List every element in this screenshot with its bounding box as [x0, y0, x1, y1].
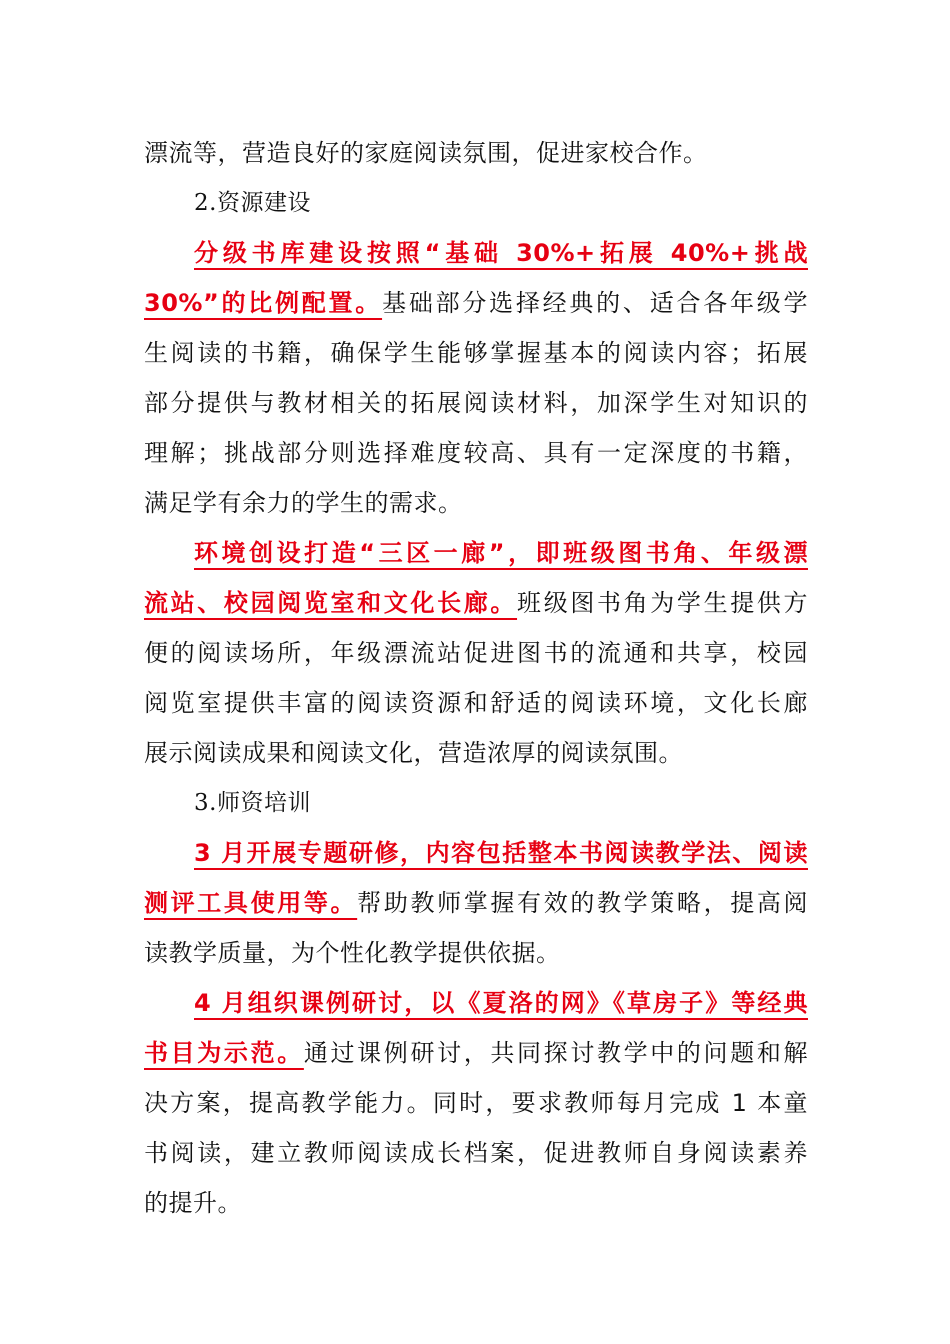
body-text: 班级图书角为学生提供方	[517, 589, 809, 617]
text-line: 生阅读的书籍，确保学生能够掌握基本的阅读内容；拓展	[144, 339, 808, 367]
text-line: 满足学有余力的学生的需求。	[144, 489, 463, 517]
document-page	[144, 128, 808, 1228]
body-text: 基础部分选择经典的、适合各年级学	[382, 289, 809, 317]
text-line: 漂流等，营造良好的家庭阅读氛围，促进家校合作。	[144, 139, 708, 167]
text-line	[144, 878, 808, 928]
section-heading: 3.师资培训	[194, 790, 311, 816]
body-text: 通过课例研讨，共同探讨教学中的问题和解	[303, 1039, 808, 1067]
body-text: 帮助教师掌握有效的教学策略，提高阅	[357, 889, 809, 917]
highlighted-text: 测评工具使用等。	[144, 889, 358, 917]
text-line: 读教学质量，为个性化教学提供依据。	[144, 939, 561, 967]
text-line: 理解；挑战部分则选择难度较高、具有一定深度的书籍，	[144, 439, 808, 467]
text-line: 阅览室提供丰富的阅读资源和舒适的阅读环境，文化长廊	[144, 689, 808, 717]
text-line	[144, 528, 808, 578]
text-line	[144, 1028, 808, 1078]
highlighted-text: 3 月开展专题研修，内容包括整本书阅读教学法、阅读	[194, 839, 808, 867]
highlighted-text: 书目为示范。	[144, 1039, 304, 1067]
highlighted-text: 4 月组织课例研讨，以《夏洛的网》《草房子》等经典	[194, 989, 808, 1017]
text-line	[144, 228, 808, 278]
text-line	[144, 828, 808, 878]
highlighted-text: 分级书库建设按照“基础 30%+拓展 40%+挑战	[194, 239, 808, 267]
section-heading: 2.资源建设	[194, 190, 311, 216]
text-line: 决方案，提高教学能力。同时，要求教师每月完成 1 本童	[144, 1089, 808, 1117]
highlighted-text: 流站、校园阅览室和文化长廊。	[144, 589, 518, 617]
highlighted-text: 环境创设打造“三区一廊”，即班级图书角、年级漂	[194, 539, 808, 567]
text-line: 书阅读，建立教师阅读成长档案，促进教师自身阅读素养	[144, 1139, 808, 1167]
text-line	[144, 578, 808, 628]
text-line: 的提升。	[144, 1189, 242, 1217]
text-line	[144, 978, 808, 1028]
text-line: 便的阅读场所，年级漂流站促进图书的流通和共享，校园	[144, 639, 808, 667]
highlighted-text: 30%”的比例配置。	[144, 289, 383, 317]
text-line: 展示阅读成果和阅读文化，营造浓厚的阅读氛围。	[144, 739, 683, 767]
text-line	[144, 278, 808, 328]
text-line: 部分提供与教材相关的拓展阅读材料，加深学生对知识的	[144, 389, 808, 417]
